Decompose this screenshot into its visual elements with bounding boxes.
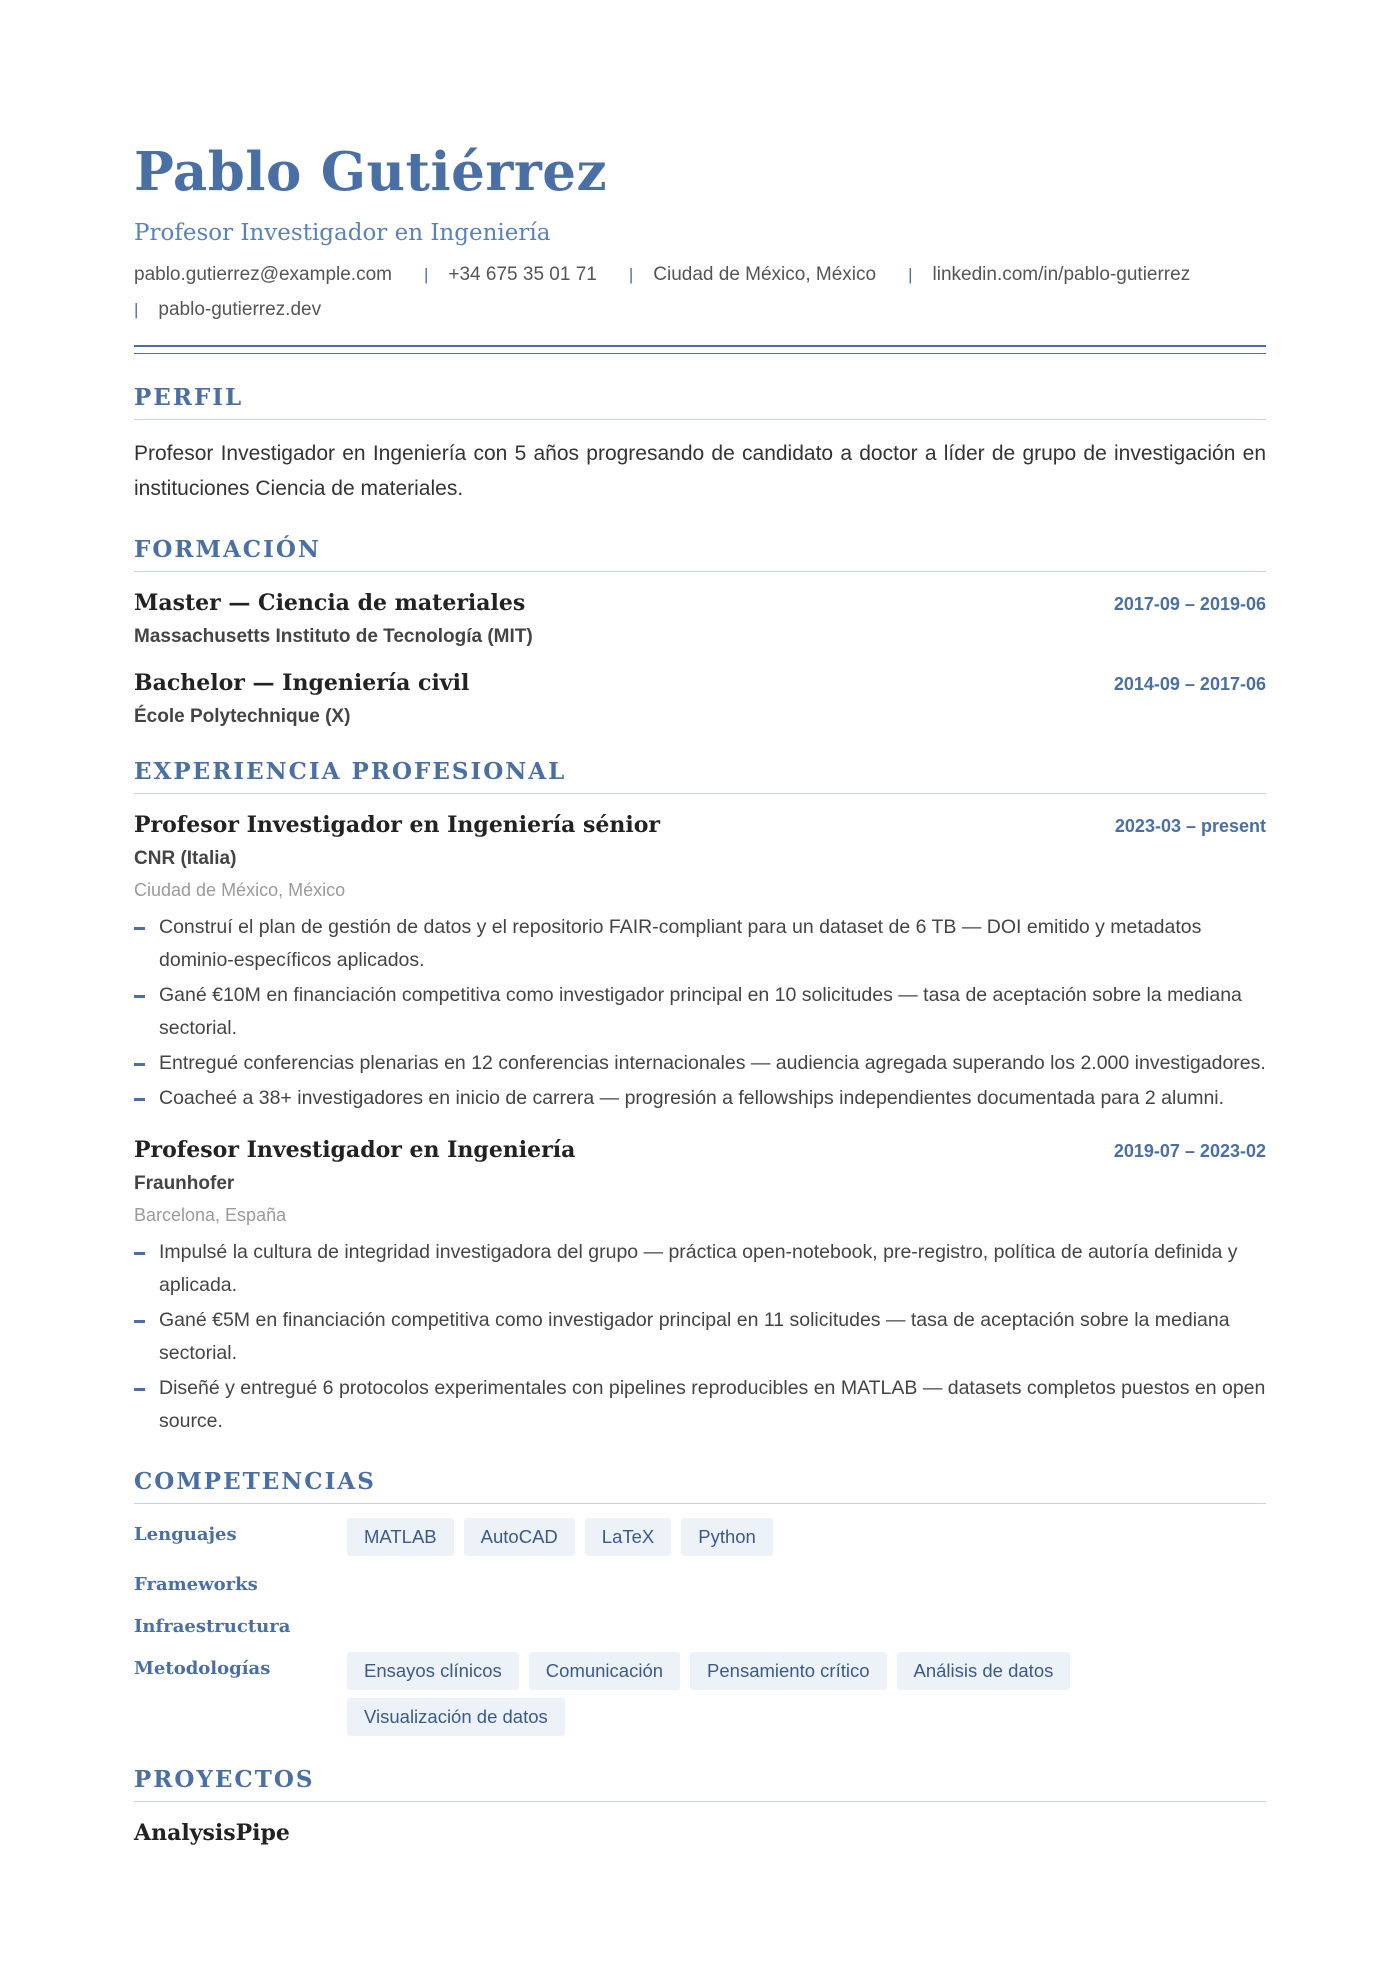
candidate-name: Pablo Gutiérrez <box>134 141 608 203</box>
contact-separator: | <box>423 265 429 284</box>
education-entry <box>134 590 1266 648</box>
experience-location: Barcelona, España <box>134 1205 287 1225</box>
experience-bullet: Construí el plan de gestión de datos y el repositorio FAIR-compliant para un dataset de 6 TB — DOI emitido y metadatos dominio-específicos aplicados. <box>134 911 1266 977</box>
experience-bullet: Coacheé a 38+ investigadores en inicio de carrera — progresión a fellowships independientes documentada para 2 alumni. <box>134 1082 1266 1115</box>
experience-bullet: Gané €5M en financiación competitiva como investigador principal en 11 solicitudes — tasa de aceptación sobre la mediana sectorial. <box>134 1304 1266 1370</box>
experience-entry <box>134 812 1266 1115</box>
skill-category: Metodologías <box>134 1658 271 1679</box>
skill-chip: Pensamiento crítico <box>690 1652 886 1690</box>
skill-chip: LaTeX <box>585 1518 671 1556</box>
education-dates: 2017-09 – 2019-06 <box>1113 594 1266 614</box>
experience-bullet: Entregué conferencias plenarias en 12 conferencias internacionales — audiencia agregada superando los 2.000 investigadores. <box>134 1047 1266 1080</box>
section-title-education: FORMACIÓN <box>134 536 1266 572</box>
contact-website-text: pablo-gutierrez.dev <box>158 299 322 320</box>
contact-website[interactable] <box>134 299 321 321</box>
experience-bullet: Diseñé y entregué 6 protocolos experimentales con pipelines reproducibles en MATLAB — datasets completos puestos en open source. <box>134 1372 1266 1438</box>
skill-category: Frameworks <box>134 1574 258 1595</box>
contact-linkedin-text: linkedin.com/in/pablo-gutierrez <box>932 264 1191 285</box>
contact-phone[interactable] <box>392 264 597 286</box>
education-institution: École Polytechnique (X) <box>134 706 351 727</box>
skill-chips <box>347 1652 1167 1736</box>
skill-row-frameworks <box>134 1568 1266 1602</box>
education-degree: Bachelor — Ingeniería civil <box>134 670 470 696</box>
resume-header <box>134 140 1266 354</box>
skill-chip: AutoCAD <box>464 1518 575 1556</box>
candidate-headline: Profesor Investigador en Ingeniería <box>134 220 551 246</box>
skill-chips <box>347 1518 773 1556</box>
education-degree: Master — Ciencia de materiales <box>134 590 526 616</box>
education-entry <box>134 670 1266 728</box>
experience-role: Profesor Investigador en Ingeniería <box>134 1137 576 1163</box>
experience-bullet: Impulsé la cultura de integridad investigadora del grupo — práctica open-notebook, pre-registro, política de autoría definida y aplicada. <box>134 1236 1266 1302</box>
experience-bullets <box>134 1236 1266 1438</box>
contact-separator: | <box>628 265 634 284</box>
contact-location-text: Ciudad de México, México <box>653 264 877 285</box>
skill-category: Lenguajes <box>134 1524 237 1545</box>
skill-chip: Python <box>681 1518 773 1556</box>
contact-location <box>597 264 876 286</box>
education-dates: 2014-09 – 2017-06 <box>1113 674 1266 694</box>
skills-table <box>134 1518 1266 1736</box>
skill-category: Infraestructura <box>134 1616 291 1637</box>
experience-section <box>134 758 1266 1438</box>
experience-dates: 2019-07 – 2023-02 <box>1113 1141 1266 1161</box>
project-name: AnalysisPipe <box>134 1820 290 1846</box>
experience-entry <box>134 1137 1266 1438</box>
section-title-skills: COMPETENCIAS <box>134 1468 1266 1504</box>
contact-email-text: pablo.gutierrez@example.com <box>134 264 392 285</box>
skill-row-methodologies <box>134 1652 1266 1736</box>
skill-chip: Análisis de datos <box>897 1652 1071 1690</box>
contact-separator: | <box>134 300 139 319</box>
experience-location: Ciudad de México, México <box>134 880 346 900</box>
skill-row-infrastructure <box>134 1610 1266 1644</box>
contact-email[interactable] <box>134 264 392 286</box>
contact-list <box>134 264 1266 321</box>
education-institution: Massachusetts Instituto de Tecnología (MIT) <box>134 626 533 647</box>
experience-dates: 2023-03 – present <box>1114 816 1266 836</box>
contact-phone-text: +34 675 35 01 71 <box>448 264 597 285</box>
experience-bullet: Gané €10M en financiación competitiva como investigador principal en 10 solicitudes — tasa de aceptación sobre la mediana sectorial. <box>134 979 1266 1045</box>
skill-chip: Visualización de datos <box>347 1698 565 1736</box>
contact-separator: | <box>908 265 913 284</box>
skills-section <box>134 1468 1266 1736</box>
education-section <box>134 536 1266 728</box>
section-title-projects: PROYECTOS <box>134 1766 1266 1802</box>
skill-chip: MATLAB <box>347 1518 454 1556</box>
header-divider <box>134 345 1266 354</box>
contact-linkedin[interactable] <box>876 264 1190 286</box>
skill-row-languages <box>134 1518 1266 1556</box>
section-title-profile: PERFIL <box>134 384 1266 420</box>
skill-chip: Comunicación <box>529 1652 680 1690</box>
experience-role: Profesor Investigador en Ingeniería sénior <box>134 812 661 838</box>
section-title-experience: EXPERIENCIA PROFESIONAL <box>134 758 1266 794</box>
experience-company: CNR (Italia) <box>134 848 237 869</box>
projects-section <box>134 1766 1266 1846</box>
experience-bullets <box>134 911 1266 1115</box>
skill-chip: Ensayos clínicos <box>347 1652 519 1690</box>
profile-section <box>134 384 1266 506</box>
experience-company: Fraunhofer <box>134 1173 235 1194</box>
profile-summary: Profesor Investigador en Ingeniería con 5 años progresando de candidato a doctor a líder de grupo de investigación en instituciones Ciencia de materiales. <box>134 442 1266 500</box>
project-entry <box>134 1820 1266 1846</box>
